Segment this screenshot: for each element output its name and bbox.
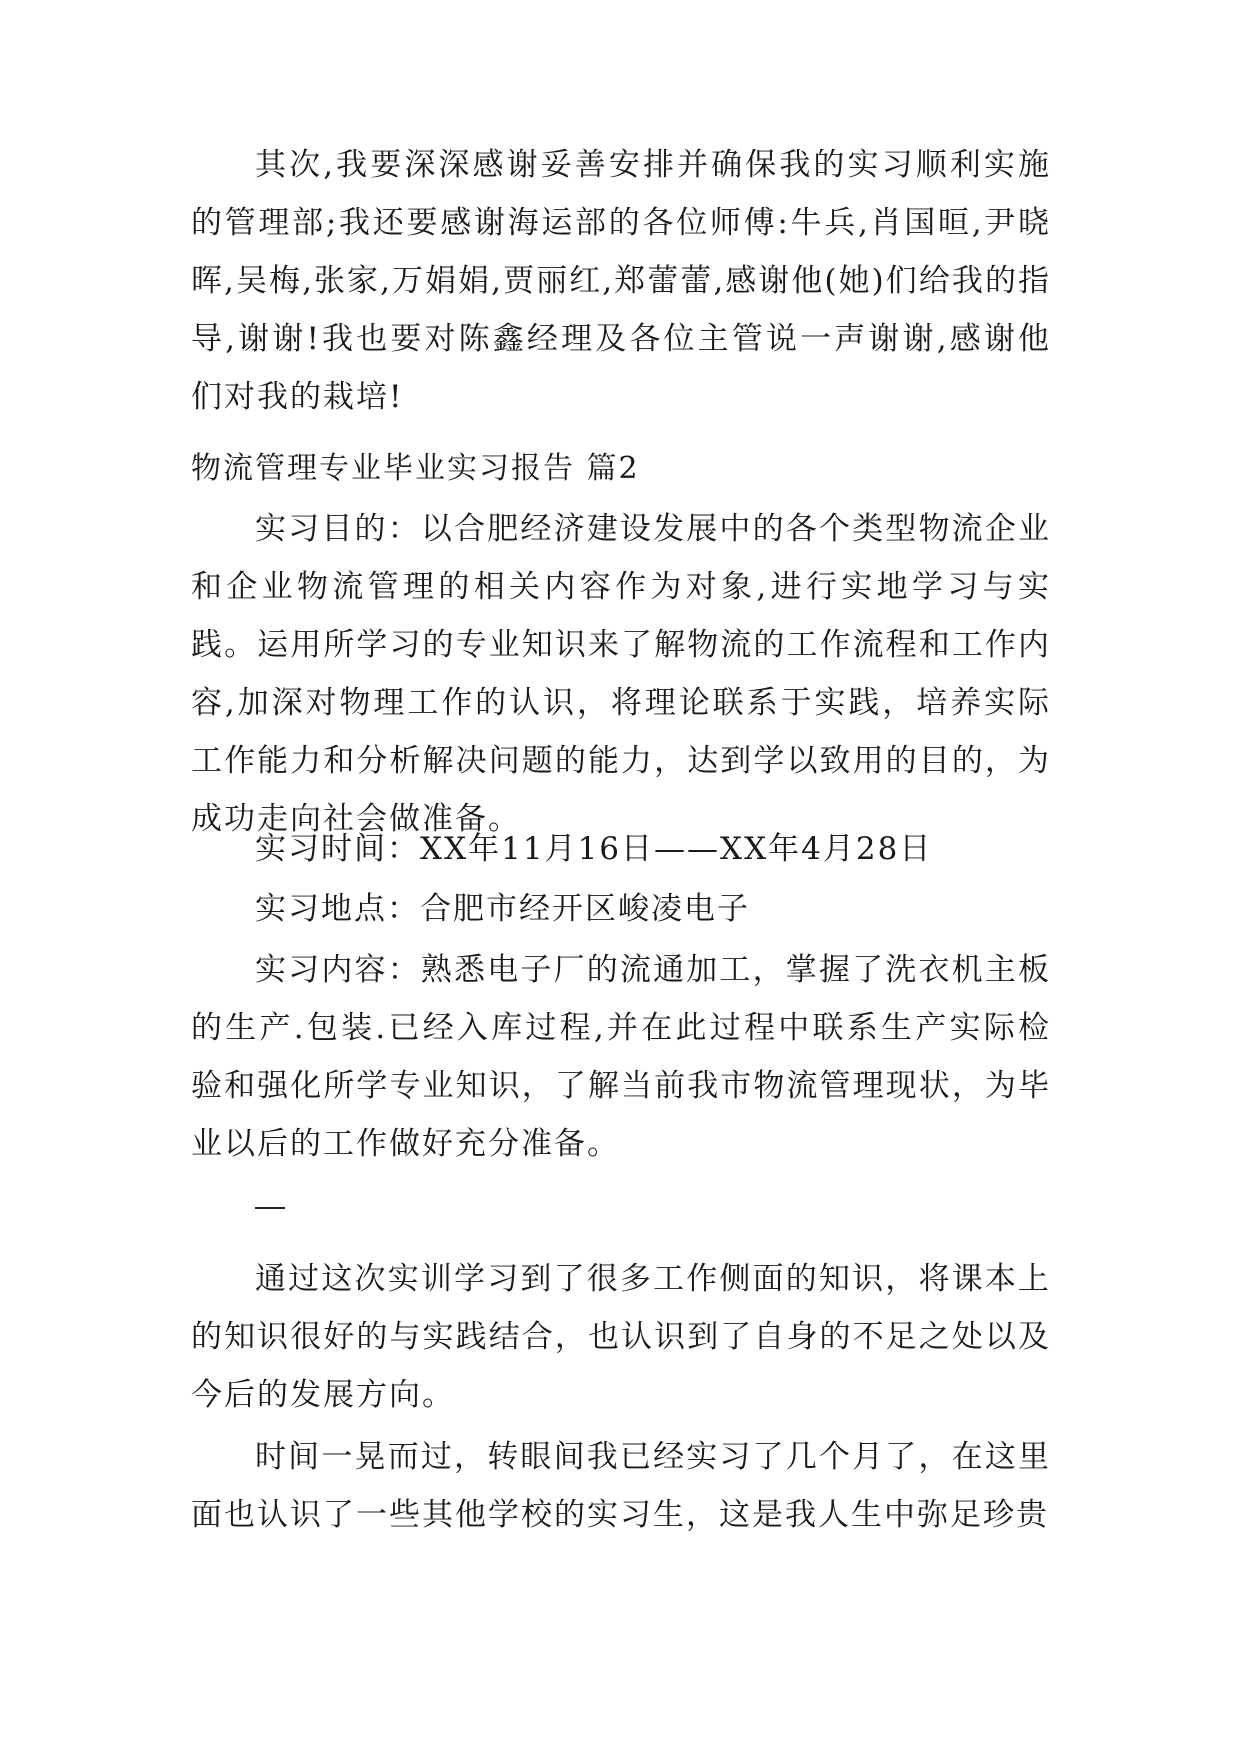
paragraph-content: 实习内容：熟悉电子厂的流通加工，掌握了洗衣机主板的生产.包装.已经入库过程,并在此过程中联系生产实际检验和强化所学专业知识，了解当前我市物流管理现状，为毕业以后的工作做好充分准备。 xyxy=(191,952,1051,1162)
paragraph-time: 实习时间：XX年11月16日——XX年4月28日 xyxy=(255,831,933,867)
paragraph-place: 实习地点：合肥市经开区峻凌电子 xyxy=(255,891,750,927)
paragraph-purpose: 实习目的：以合肥经济建设发展中的各个类型物流企业和企业物流管理的相关内容作为对象,进行实地学习与实践。运用所学习的专业知识来了解物流的工作流程和工作内容,加深对物理工作的认识，将理论联系于实践，培养实际工作能力和分析解决问题的能力，达到学以致用的目的，为成功走向社会做准备。 xyxy=(191,511,1051,837)
separator-dash xyxy=(255,1207,285,1209)
paragraph-thanks: 其次,我要深深感谢妥善安排并确保我的实习顺利实施的管理部;我还要感谢海运部的各位师傅:牛兵,肖国晅,尹晓晖,吴梅,张家,万娟娟,贾丽红,郑蕾蕾,感谢他(她)们给我的指导,谢谢!我也要对陈鑫经理及各位主管说一声谢谢,感谢他们对我的栽培! xyxy=(191,147,1051,415)
section-title: 物流管理专业毕业实习报告 篇2 xyxy=(191,451,640,486)
paragraph-time-passed: 时间一晃而过，转眼间我已经实习了几个月了，在这里面也认识了一些其他学校的实习生，这是我人生中弥足珍贵 xyxy=(191,1439,1051,1533)
paragraph-summary: 通过这次实训学习到了很多工作侧面的知识，将课本上的知识很好的与实践结合，也认识到了自身的不足之处以及今后的发展方向。 xyxy=(191,1261,1051,1413)
